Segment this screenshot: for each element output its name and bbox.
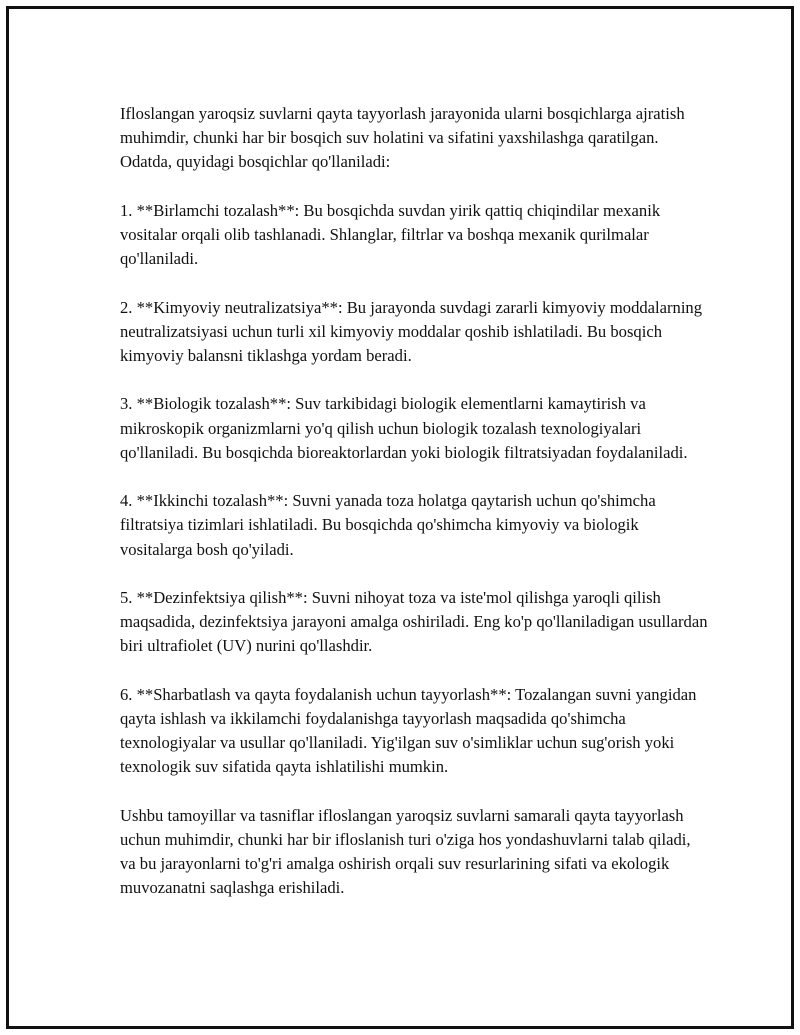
document-body [120, 102, 710, 901]
step-4-paragraph: 4. **Ikkinchi tozalash**: Suvni yanada toza holatga qaytarish uchun qo'shimcha filtratsiya tizimlari ishlatiladi. Bu bosqichda qo'shimcha kimyoviy va biologik vositalarga bosh qo'yiladi. [120, 491, 656, 559]
step-6-paragraph: 6. **Sharbatlash va qayta foydalanish uchun tayyorlash**: Tozalangan suvni yangidan qayta ishlash va ikkilamchi foydalanishga tayyorlash maqsadida qo'shimcha texnologiyalar va usullar qo'llaniladi. Yig'ilgan suv o'simliklar uchun sug'orish yoki texnologik suv sifatida qayta ishlatilishi mumkin. [120, 684, 697, 777]
step-1-paragraph: 1. **Birlamchi tozalash**: Bu bosqichda suvdan yirik qattiq chiqindilar mexanik vositalar orqali olib tashlanadi. Shlanglar, filtrlar va boshqa mexanik qurilmalar qo'llaniladi. [120, 200, 661, 269]
conclusion-paragraph: Ushbu tamoyillar va tasniflar ifloslangan yaroqsiz suvlarni samarali qayta tayyorlash uchun muhimdir, chunki har bir ifloslanish turi o'ziga hos yondashuvlarni talab qiladi, va bu jarayonlarni to'g'ri amalga oshirish orqali suv resurlarining sifati va ekologik muvozanatni saqlashga erishiladi. [120, 805, 691, 898]
intro-paragraph: Ifloslangan yaroqsiz suvlarni qayta tayyorlash jarayonida ularni bosqichlarga ajratish muhimdir, chunki har bir bosqich suv holatini va sifatini yaxshilashga qaratilgan. Odatda, quyidagi bosqichlar qo'llaniladi: [120, 104, 685, 172]
page-frame [6, 6, 794, 1029]
step-2-paragraph: 2. **Kimyoviy neutralizatsiya**: Bu jarayonda suvdagi zararli kimyoviy moddalarning neutralizatsiyasi uchun turli xil kimyoviy moddalar qoshib ishlatiladi. Bu bosqich kimyoviy balansni tiklashga yordam beradi. [120, 297, 703, 365]
step-3-paragraph: 3. **Biologik tozalash**: Suv tarkibidagi biologik elementlarni kamaytirish va mikroskopik organizmlarni yo'q qilish uchun biologik tozalash texnologiyalari qo'llaniladi. Bu bosqichda bioreaktorlardan yoki biologik filtratsiyadan foydalaniladi. [120, 394, 688, 462]
step-5-paragraph: 5. **Dezinfektsiya qilish**: Suvni nihoyat toza va iste'mol qilishga yaroqli qilish maqsadida, dezinfektsiya jarayoni amalga oshiriladi. Eng ko'p qo'llaniladigan usullardan biri ultrafiolet (UV) nurini qo'llashdir. [120, 587, 708, 656]
